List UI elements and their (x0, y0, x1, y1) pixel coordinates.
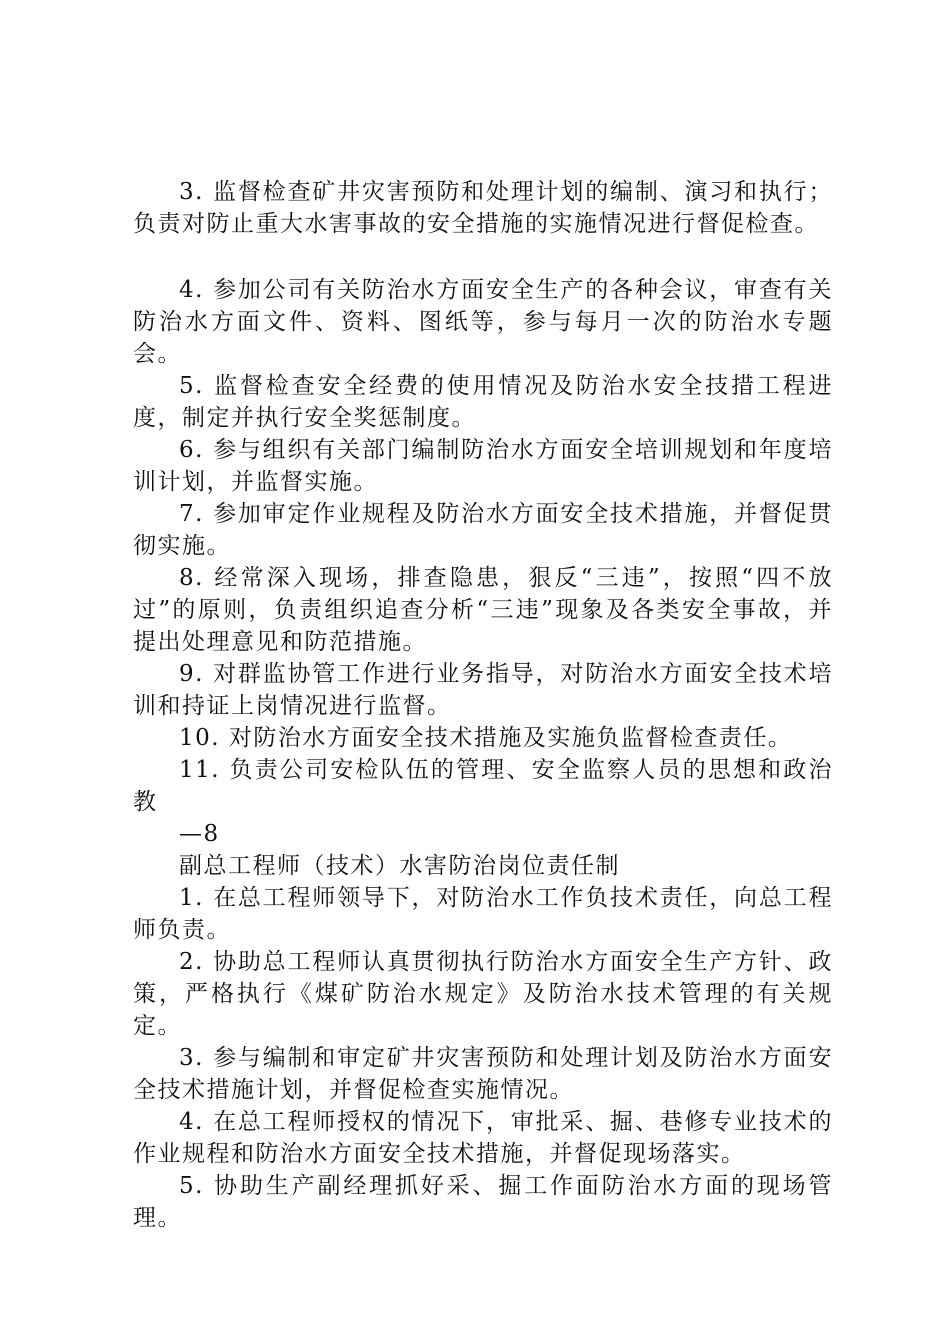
paragraph-item-9: 9. 对群监协管工作进行业务指导，对防治水方面安全技术培训和持证上岗情况进行监督。 (133, 661, 833, 719)
paragraph-item-7: 7. 参加审定作业规程及防治水方面安全技术措施，并督促贯彻实施。 (133, 501, 833, 559)
duty-item-1: 1. 在总工程师领导下，对防治水工作负技术责任，向总工程师负责。 (133, 885, 833, 943)
paragraph-item-6: 6. 参与组织有关部门编制防治水方面安全培训规划和年度培训计划，并监督实施。 (133, 437, 833, 495)
section-heading: 副总工程师（技术）水害防治岗位责任制 (179, 853, 620, 879)
paragraph-item-4: 4. 参加公司有关防治水方面安全生产的各种会议，审查有关防治水方面文件、资料、图纸等，参与每月一次的防治水专题会。 (133, 277, 833, 367)
duty-item-5: 5. 协助生产副经理抓好采、掘工作面防治水方面的现场管理。 (133, 1173, 833, 1231)
duty-item-2: 2. 协助总工程师认真贯彻执行防治水方面安全生产方针、政策，严格执行《煤矿防治水规定》及防治水技术管理的有关规定。 (133, 949, 833, 1039)
paragraph-item-3: 3. 监督检查矿井灾害预防和处理计划的编制、演习和执行；负责对防止重大水害事故的安全措施的实施情况进行督促检查。 (133, 179, 833, 237)
paragraph-item-8: 8. 经常深入现场，排查隐患，狠反“三违”，按照“四不放过”的原则，负责组织追查分析“三违”现象及各类安全事故，并提出处理意见和防范措施。 (133, 565, 833, 655)
duty-item-3: 3. 参与编制和审定矿井灾害预防和处理计划及防治水方面安全技术措施计划，并督促检查实施情况。 (133, 1045, 833, 1103)
paragraph-item-10: 10. 对防治水方面安全技术措施及实施负监督检查责任。 (179, 725, 793, 751)
paragraph-item-11: 11. 负责公司安检队伍的管理、安全监察人员的思想和政治教 (133, 757, 833, 815)
page-marker: —8 (179, 821, 220, 847)
duty-item-4: 4. 在总工程师授权的情况下，审批采、掘、巷修专业技术的作业规程和防治水方面安全技术措施，并督促现场落实。 (133, 1109, 833, 1167)
paragraph-item-5: 5. 监督检查安全经费的使用情况及防治水安全技措工程进度，制定并执行安全奖惩制度。 (133, 373, 833, 431)
document-body (133, 176, 833, 1234)
